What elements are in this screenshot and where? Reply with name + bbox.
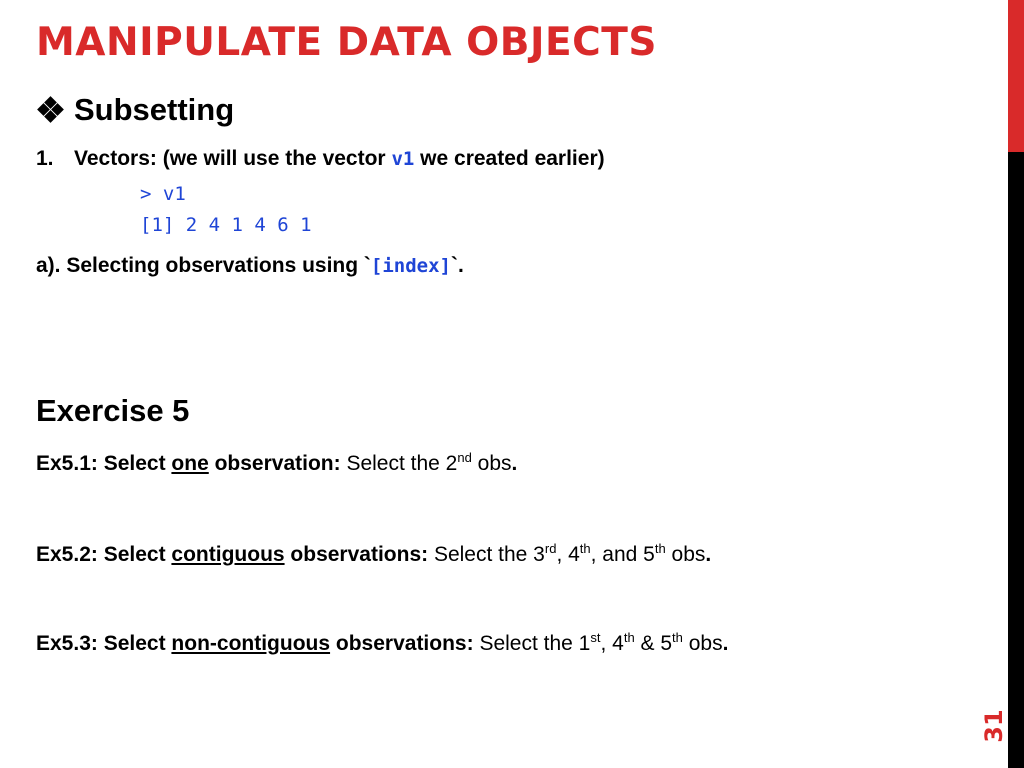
exercise-5-2: Ex5.2: Select contiguous observations: Select the 3rd, 4th, and 5th obs. (36, 541, 712, 566)
exercise-title: Exercise 5 (36, 393, 190, 428)
section-title: Subsetting (74, 92, 235, 127)
side-bar-red (1008, 0, 1024, 152)
four-diamond-icon (38, 97, 64, 123)
item-text-post: we created earlier) (414, 147, 605, 170)
code-index: [index] (370, 255, 451, 277)
slide-title: MANIPULATE DATA OBJECTS (36, 20, 657, 65)
code-line-output: [1] 2 4 1 4 6 1 (140, 214, 312, 236)
exercise-5-3: Ex5.3: Select non-contiguous observations: Select the 1st, 4th & 5th obs. (36, 630, 729, 655)
item-text-pre: Vectors: (we will use the vector (74, 147, 392, 170)
numbered-item-vectors (36, 147, 605, 171)
code-v1: v1 (391, 148, 415, 170)
item-a-selecting: a). Selecting observations using `[index]`. (36, 254, 464, 277)
side-bar-black (1008, 152, 1024, 768)
item-number: 1. (36, 147, 54, 170)
bullet-subsetting (38, 92, 234, 128)
code-line-prompt: > v1 (140, 183, 186, 205)
exercise-5-1: Ex5.1: Select one observation: Select the 2nd obs. (36, 450, 518, 475)
slide-number: 31 (980, 709, 1008, 743)
